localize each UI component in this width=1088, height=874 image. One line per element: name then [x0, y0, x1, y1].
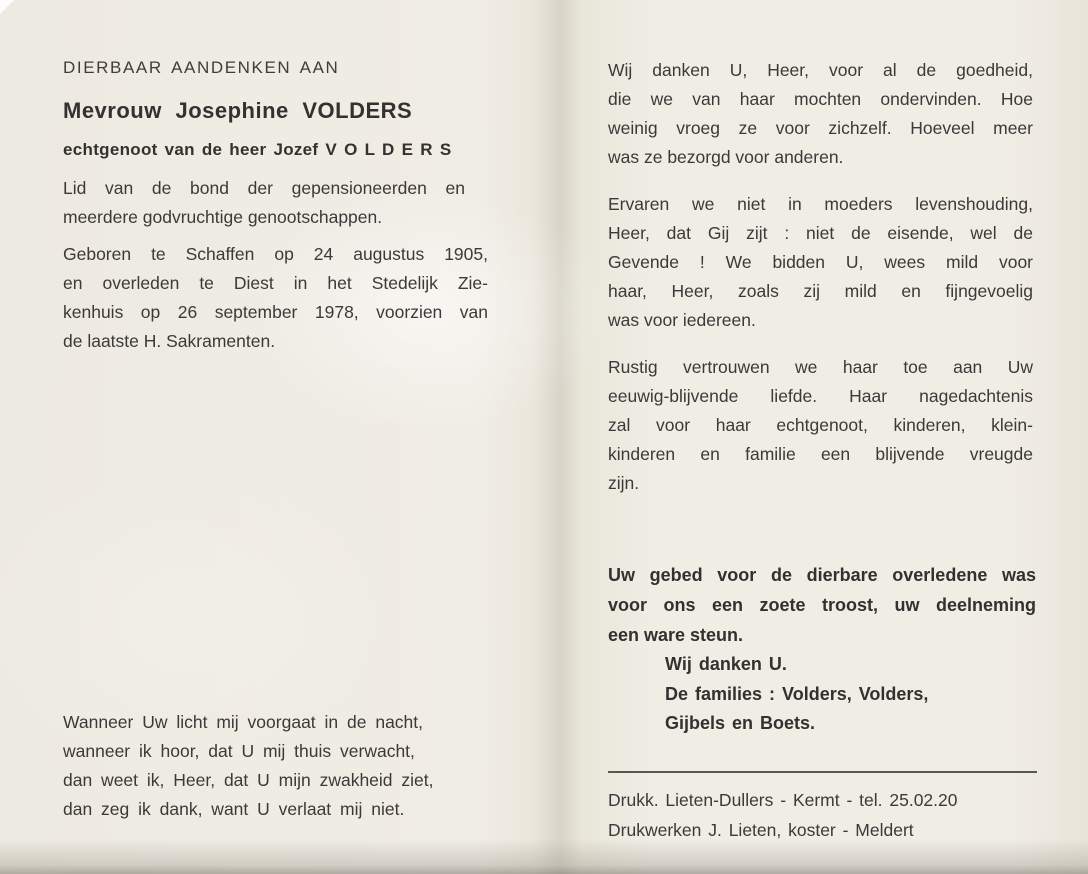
text-line: Geboren te Schaffen op 24 augustus 1905,	[63, 244, 488, 264]
text-line: die we van haar mochten ondervinden. Hoe	[608, 89, 1033, 109]
printer-line: Drukwerken J. Lieten, koster - Meldert	[608, 820, 914, 840]
family-thanks	[665, 650, 928, 739]
text-line: en overleden te Diest in het Stedelijk Zie-	[63, 273, 488, 293]
printer-line: Drukk. Lieten-Dullers - Kermt - tel. 25.02.20	[608, 790, 958, 810]
deceased-name: Mevrouw Josephine VOLDERS	[63, 98, 413, 123]
text-line: haar, Heer, zoals zij mild en fijngevoelig	[608, 281, 1033, 301]
memorial-header: DIERBAAR AANDENKEN AAN	[63, 58, 340, 77]
text-line: Ervaren we niet in moeders levenshouding,	[608, 194, 1033, 214]
text-line: Uw gebed voor de dierbare overledene was	[608, 565, 1036, 585]
gratitude-paragraph	[608, 56, 1033, 172]
spouse-line: echtgenoot van de heer Jozef V O L D E R S	[63, 140, 452, 159]
text-line: kinderen en familie een blijvende vreugde	[608, 444, 1033, 464]
text-line: een ware steun.	[608, 625, 744, 645]
text-line: Gijbels en Boets.	[665, 713, 816, 733]
acknowledgement-paragraph	[608, 560, 1036, 650]
poem-line: Wanneer Uw licht mij voorgaat in de nacht,	[63, 712, 424, 732]
text-line: Wij danken U, Heer, voor al de goedheid,	[608, 60, 1033, 80]
poem-line: dan weet ik, Heer, dat U mijn zwakheid ziet,	[63, 770, 434, 790]
text-line: kenhuis op 26 september 1978, voorzien van	[63, 302, 488, 322]
text-line: weinig vroeg ze voor zichzelf. Hoeveel meer	[608, 118, 1033, 138]
text-line: was ze bezorgd voor anderen.	[608, 147, 844, 167]
printer-info	[608, 785, 958, 845]
text-line: eeuwig-blijvende liefde. Haar nagedachtenis	[608, 386, 1033, 406]
text-line: De families : Volders, Volders,	[665, 683, 929, 704]
text-line: zal voor haar echtgenoot, kinderen, klein-	[608, 415, 1033, 435]
divider-line	[608, 771, 1037, 773]
poem-line: wanneer ik hoor, dat U mij thuis verwacht,	[63, 741, 415, 761]
poem-line: dan zeg ik dank, want U verlaat mij niet.	[63, 799, 405, 819]
life-dates-paragraph	[63, 240, 488, 356]
memorial-poem	[63, 708, 434, 824]
text-line: Gevende ! We bidden U, wees mild voor	[608, 252, 1033, 272]
right-page	[608, 0, 1040, 874]
membership-paragraph	[63, 174, 465, 232]
text-line: Rustig vertrouwen we haar toe aan Uw	[608, 357, 1033, 377]
prayer-paragraph	[608, 190, 1033, 335]
text-line: de laatste H. Sakramenten.	[63, 331, 276, 351]
text-line: meerdere godvruchtige genootschappen.	[63, 207, 383, 227]
text-line: Wij danken U.	[665, 654, 787, 674]
text-line: was voor iedereen.	[608, 310, 756, 330]
text-line: voor ons een zoete troost, uw deelneming	[608, 595, 1036, 615]
text-line: zijn.	[608, 473, 640, 493]
text-line: Lid van de bond der gepensioneerden en	[63, 178, 465, 198]
text-line: Heer, dat Gij zijt : niet de eisende, wel de	[608, 223, 1033, 243]
trust-paragraph	[608, 353, 1033, 498]
